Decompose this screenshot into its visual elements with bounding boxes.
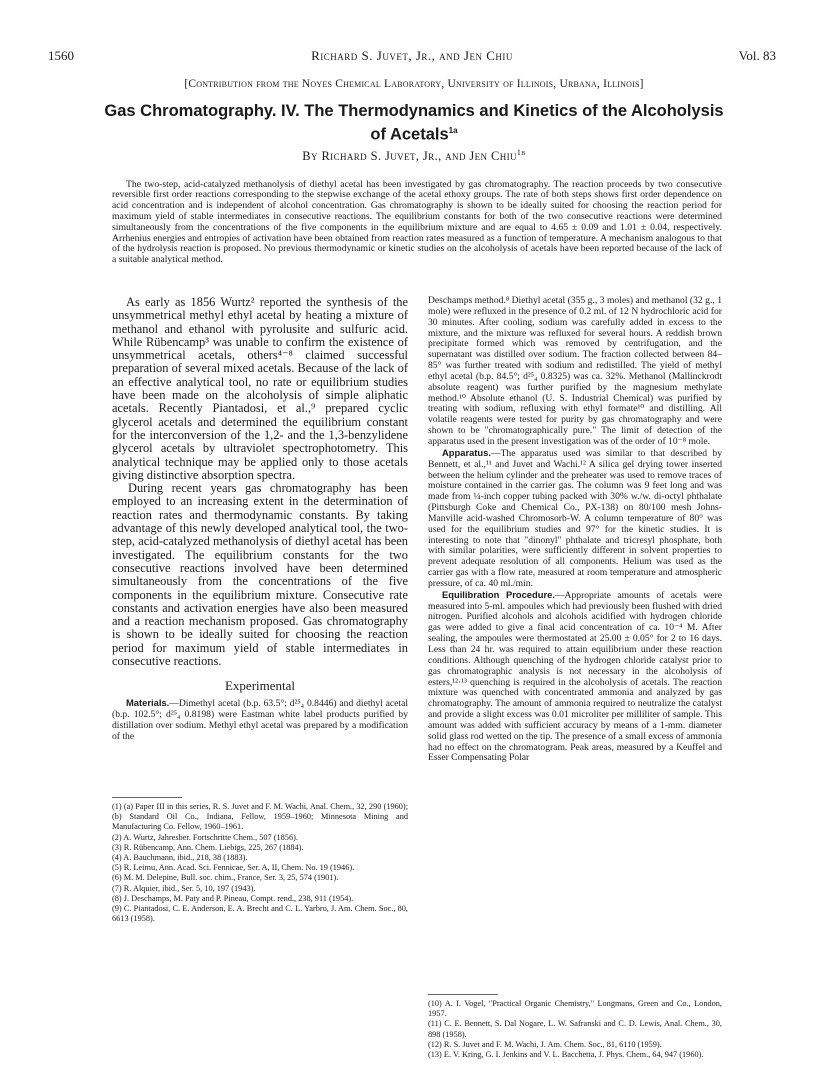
article-title-text: Gas Chromatography. IV. The Thermodynamics and Kinetics of the Alcoholysis of Acetals [104,102,724,144]
left-column [112,296,408,743]
footnote: (9) C. Piantadosi, C. E. Anderson, E. A. Brecht and C. L. Yarbro, J. Am. Chem. Soc., 80, 6613 (1958). [112,904,408,924]
byline-footnote-mark: 1b [516,148,526,157]
apparatus-label: Apparatus. [442,446,491,458]
footnote: (13) E. V. Kring, G. I. Jenkins and V. L. Bacchetta, J. Phys. Chem., 64, 947 (1960). [428,1050,704,1060]
left-footnotes [112,793,408,924]
footnote-rule [428,994,498,995]
footnote: (6) M. M. Delepine, Bull. soc. chim., France, Ser. 3, 25, 574 (1901). [112,873,339,883]
materials-label: Materials. [126,697,170,709]
footnote-rule [112,797,182,798]
footnote: (8) J. Deschamps, M. Paty and P. Pineau, Compt. rend., 238, 911 (1954). [112,893,354,903]
apparatus-paragraph [428,448,722,590]
experimental-heading: Experimental [224,678,296,694]
footnote: (1) (a) Paper III in this series, R. S. Juvet and F. M. Wachi, Anal. Chem., 32, 290 (1960); (b) Standard Oil Co., Indiana, Fellow, 1959–1960; Minnesota Mining and Manufacturing Co. Fellow, 1960–1961. [112,802,408,832]
running-head [48,48,776,68]
byline-text: By Richard S. Juvet, Jr., and Jen Chiu [302,149,517,164]
contribution-line: [Contribution from the Noyes Chemical Laboratory, University of Illinois, Urbana, Illinois] [184,78,644,90]
materials-paragraph [112,698,408,742]
intro-paragraph-1: As early as 1856 Wurtz² reported the synthesis of the unsymmetrical methyl ethyl acetal by heating a mixture of methanol and ethanol with pyrolusite and sulfuric acid. While Rübencamp³ was unable to confirm the existence of unsymmetrical acetals, others⁴⁻⁸ claimed successful preparation of several mixed acetals. Because of the lack of an effective analytical tool, no rate or equilibrium studies have been made on the alcoholysis of simple aliphatic acetals. Recently Piantadosi, et al.,⁹ prepared cyclic glycerol acetals and determined the equilibrium constant for the interconversion of the 1,2- and the 1,3-benzylidene glycerol acetals by ultraviolet spectrophotometry. This analytical technique may be applied only to those acetals giving distinctive absorption spectra. [112,295,408,482]
footnote: (5) R. Leimu, Ann. Acad. Sci. Fennicae, Ser. A, II, Chem. No. 19 (1946). [112,863,355,873]
right-footnotes [428,990,722,1060]
article-title [100,102,728,145]
right-column [428,296,722,764]
footnote: (7) R. Alquier, ibid., Ser. 5, 10, 197 (1943). [112,883,256,893]
footnote: (3) R. Rübencamp, Ann. Chem. Liebigs, 225, 267 (1884). [112,842,304,852]
page-number: 1560 [48,48,74,63]
equilibration-label: Equilibration Procedure. [442,588,555,600]
byline [60,148,768,164]
methods-paragraph: Deschamps method.⁸ Diethyl acetal (355 g., 3 moles) and methanol (32 g., 1 mole) were refluxed in the presence of 0.2 ml. of 12 N hydrochloric acid for 30 minutes. After cooling, sodium was carefully added in excess to the mixture, and the mixture was refluxed for several hours. A reddish brown precipitate formed which was removed by centrifugation, and the supernatant was distilled over sodium. The fraction collected between 84–85° was further treated with sodium and redistilled. The yield of methyl ethyl acetal (b.p. 84.5°; d²⁵₄ 0.8325) was ca. 32%. Methanol (Mallinckrodt absolute reagent) was further purified by the magnesium methylate method.¹⁰ Absolute ethanol (U. S. Industrial Chemical) was purified by treating with sodium, refluxing with ethyl formate¹⁰ and distilling. All volatile reagents were tested for purity by gas chromatography and were shown to be "chromatographically pure." The limit of detection of the apparatus used in the present investigation was of the order of 10⁻⁸ mole. [428,295,722,447]
running-head-authors: Richard S. Juvet, Jr., and Jen Chiu [311,48,513,63]
title-footnote-mark: 1a [448,126,458,135]
abstract: The two-step, acid-catalyzed methanolysis of diethyl acetal has been investigated by gas chromatography. The reaction proceeds by two consecutive reversible first order reactions corresponding to the stepwise exchange of the acetal ethoxy groups. The rate of both steps shows first order dependence on acid concentration and is independent of alcohol concentration. Gas chromatography is shown to be ideally suited for choosing the reaction period for maximum yield of stable intermediates in consecutive reactions. The equilibrium constants for both of the two consecutive reactions were determined simultaneously from the concentrations of the five components in the equilibrium mixture and are equal to 4.65 ± 0.09 and 1.01 ± 0.04, respectively. Arrhenius energies and entropies of activation have been obtained from reaction rates measured as a function of temperature. A mechanism analogous to that of the hydrolysis reaction is proposed. No previous thermodynamic or kinetic studies on the alcoholysis of acetals have been reported because of the lack of a suitable analytical method. [112,178,722,266]
intro-paragraph-2: During recent years gas chromatography has been employed to an increasing extent in the determination of reaction rates and thermodynamic constants. By taking advantage of this newly developed analytical tool, the two-step, acid-catalyzed methanolysis of diethyl acetal has been investigated. The equilibrium constants for the two consecutive reactions involved have been determined simultaneously from the concentrations of the five components in the equilibrium mixture. Consecutive rate constants and activation energies have also been measured and a reaction mechanism proposed. Gas chromatography is shown to be ideally suited for choosing the reaction period for maximum yield of stable intermediates in consecutive reactions. [112,481,408,669]
footnote: (4) A. Bauchmann, ibid., 218, 38 (1883). [112,853,248,863]
footnote: (10) A. I. Vogel, "Practical Organic Chemistry," Longmans, Green and Co., London, 1957. [428,999,722,1019]
equilibration-text: —Appropriate amounts of acetals were measured into 5-ml. ampoules which had previously been flushed with dried nitrogen. Purified alcohols and alcohols acidified with hydrogen chloride gas were added to give a final acid concentration of ca. 10⁻⁴ M. After sealing, the ampoules were thermostated at 25.00 ± 0.05° for 2 to 16 days. Less than 24 hr. was required to attain equilibrium under these reaction conditions. Although quenching of the hydrogen chloride catalyst prior to gas chromatographic analysis is not necessary in the alcoholysis of esters,¹²·¹³ quenching is required in the alcoholysis of acetals. The reaction mixture was quenched with concentrated ammonia and analyzed by gas chromatography. The amount of ammonia required to neutralize the catalyst and provide a slight excess was 0.01 microliter per milliliter of sample. This amount was added with sufficient accuracy by means of a 1-mm. diameter solid glass rod wetted on the tip. The presence of a small excess of ammonia had no effect on the chromatogram. Peak areas, measured by a Keuffel and Esser Compensating Polar [428,589,723,764]
materials-text: —Dimethyl acetal (b.p. 63.5°; d²⁵₄ 0.8446) and diethyl acetal (b.p. 102.5°; d²⁵₄ 0.8198) were Eastman white label products purified by distillation over sodium. Methyl ethyl acetal was prepared by a modification of the [112,698,408,742]
footnote: (11) C. E. Bennett, S. Dal Nogare, L. W. Safranski and C. D. Lewis, Anal. Chem., 30, 898 (1958). [428,1019,722,1039]
footnote: (12) R. S. Juvet and F. M. Wachi, J. Am. Chem. Soc., 81, 6110 (1959). [428,1039,662,1049]
equilibration-paragraph [428,590,722,765]
volume-label: Vol. 83 [738,48,776,63]
footnote: (2) A. Wurtz, Jahresber. Fortschritte Chem., 507 (1856). [112,832,298,842]
apparatus-text: —The apparatus used was similar to that described by Bennett, et al.,¹¹ and Juvet and Wachi.¹² A silica gel drying tower inserted between the helium cylinder and the preheater was used to remove traces of moisture contained in the carrier gas. The column was 9 feet long and was made from ¼-inch copper tubing packed with 30% w./w. di-octyl phthalate (Pittsburgh Coke and Chemical Co., PX-138) on 80/100 mesh Johns-Manville acid-washed Chromosorb-W. A column temperature of 80° was used for the equilibrium studies and 97° for the kinetic studies. It is interesting to note that "dinonyl" phthalate and tricresyl phosphate, both with similar polarities, were sufficiently different in solvent properties to prevent adequate resolution of all components. Helium was used as the carrier gas with a flow rate, measured at room temperature and atmospheric pressure, of ca. 40 ml./min. [428,447,722,589]
